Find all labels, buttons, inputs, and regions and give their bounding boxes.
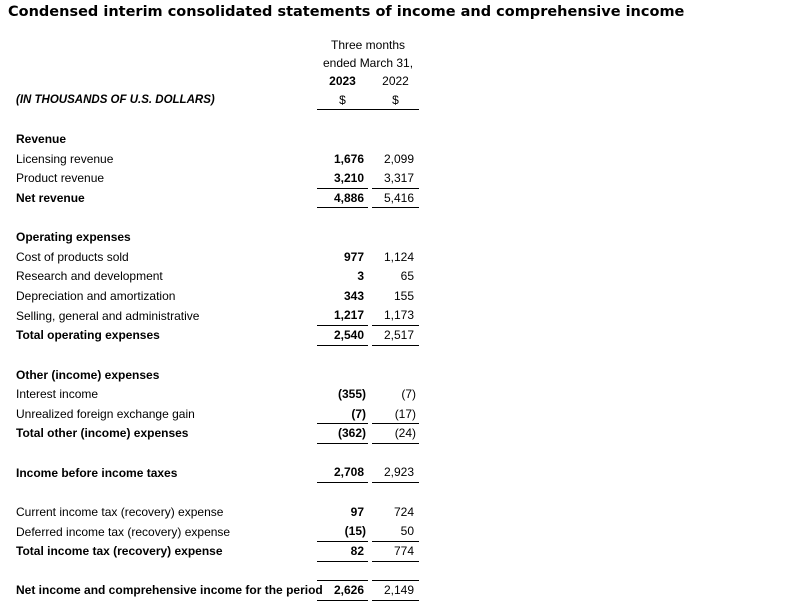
header-spacer — [8, 71, 317, 90]
value-2022: 1,124 — [384, 249, 415, 264]
total-2022: 774 — [394, 544, 415, 559]
value-2023: (7) — [351, 406, 366, 421]
total-row — [8, 188, 419, 208]
other-expenses-heading: Other (income) expenses — [16, 367, 160, 382]
value-2022: 1,173 — [384, 308, 415, 323]
total-label: Total operating expenses — [16, 328, 160, 343]
spacer-row — [8, 110, 419, 130]
year-prior: 2022 — [382, 73, 409, 88]
row-label: Unrealized foreign exchange gain — [16, 406, 195, 421]
table-row — [8, 404, 419, 424]
value-2023: 97 — [350, 504, 364, 519]
total-2023: 2,708 — [333, 465, 364, 480]
net-income-row — [8, 581, 419, 601]
spacer-row — [8, 345, 419, 365]
total-2023: (362) — [337, 426, 366, 441]
currency-prior: $ — [372, 90, 419, 110]
net-income-label: Net income and comprehensive income for the period — [16, 583, 323, 598]
period-line-2: ended March 31, — [322, 55, 414, 70]
total-2023: 82 — [350, 544, 364, 559]
period-header-row — [8, 36, 419, 54]
value-2022: 155 — [394, 289, 415, 304]
total-label: Income before income taxes — [16, 465, 178, 480]
value-2023: 977 — [343, 249, 364, 264]
value-2022: 65 — [400, 269, 415, 284]
total-2022: 2,923 — [384, 465, 415, 480]
value-2022: 2,099 — [384, 151, 415, 166]
period-header-row — [8, 54, 419, 71]
value-2023: 3 — [357, 269, 364, 284]
value-2022: (7) — [401, 387, 417, 402]
spacer-row — [8, 561, 419, 581]
table-row — [8, 169, 419, 189]
row-label: Depreciation and amortization — [16, 289, 176, 304]
currency-current: $ — [317, 90, 368, 110]
section-heading-row — [8, 129, 419, 149]
period-line-1: Three months — [330, 38, 406, 52]
total-row — [8, 424, 419, 444]
total-2022: 5,416 — [384, 190, 415, 205]
total-2022: (24) — [394, 426, 417, 441]
row-label: Selling, general and administrative — [16, 308, 200, 323]
total-label: Net revenue — [16, 190, 85, 205]
total-row — [8, 463, 419, 483]
operating-expenses-heading: Operating expenses — [16, 230, 131, 245]
value-2023: 1,217 — [333, 308, 364, 323]
total-label: Total income tax (recovery) expense — [16, 544, 223, 559]
table-row — [8, 306, 419, 326]
row-label: Research and development — [16, 269, 163, 284]
section-heading-row — [8, 227, 419, 247]
total-row — [8, 326, 419, 346]
total-row — [8, 541, 419, 561]
total-2022: 2,517 — [384, 328, 415, 343]
statement-title: Condensed interim consolidated statements of income and comprehensive income — [8, 4, 685, 20]
value-2023: (355) — [337, 387, 366, 402]
row-label: Current income tax (recovery) expense — [16, 504, 224, 519]
currency-header-row — [8, 90, 419, 110]
year-current: 2023 — [329, 73, 356, 88]
units-label: (IN THOUSANDS OF U.S. DOLLARS) — [16, 94, 215, 107]
header-spacer — [8, 54, 317, 71]
table-row — [8, 149, 419, 169]
header-spacer — [8, 36, 317, 54]
total-2023: 2,540 — [333, 328, 364, 343]
value-2022: 50 — [400, 524, 415, 539]
row-label: Deferred income tax (recovery) expense — [16, 524, 231, 539]
table-row — [8, 267, 419, 287]
table-row — [8, 502, 419, 522]
table-row — [8, 247, 419, 267]
value-2022: 3,317 — [384, 171, 415, 186]
revenue-heading: Revenue — [16, 132, 67, 147]
total-2023: 4,886 — [333, 190, 364, 205]
value-2022: (17) — [394, 406, 417, 421]
spacer-row — [8, 483, 419, 503]
spacer-row — [8, 208, 419, 228]
total-label: Total other (income) expenses — [16, 426, 189, 441]
value-2022: 724 — [394, 504, 415, 519]
value-2023: 1,676 — [333, 151, 364, 166]
row-label: Interest income — [16, 387, 99, 402]
row-label: Product revenue — [16, 171, 105, 186]
row-label: Cost of products sold — [16, 249, 129, 264]
table-row — [8, 384, 419, 404]
value-2023: 343 — [343, 289, 364, 304]
net-income-2023: 2,626 — [333, 583, 364, 598]
value-2023: (15) — [344, 524, 366, 539]
value-2023: 3,210 — [333, 171, 364, 186]
section-heading-row — [8, 365, 419, 385]
income-statement-table — [8, 36, 419, 601]
row-label: Licensing revenue — [16, 151, 114, 166]
year-header-row — [8, 71, 419, 90]
table-row — [8, 286, 419, 306]
spacer-row — [8, 443, 419, 463]
net-income-2022: 2,149 — [384, 583, 415, 598]
table-row — [8, 522, 419, 542]
